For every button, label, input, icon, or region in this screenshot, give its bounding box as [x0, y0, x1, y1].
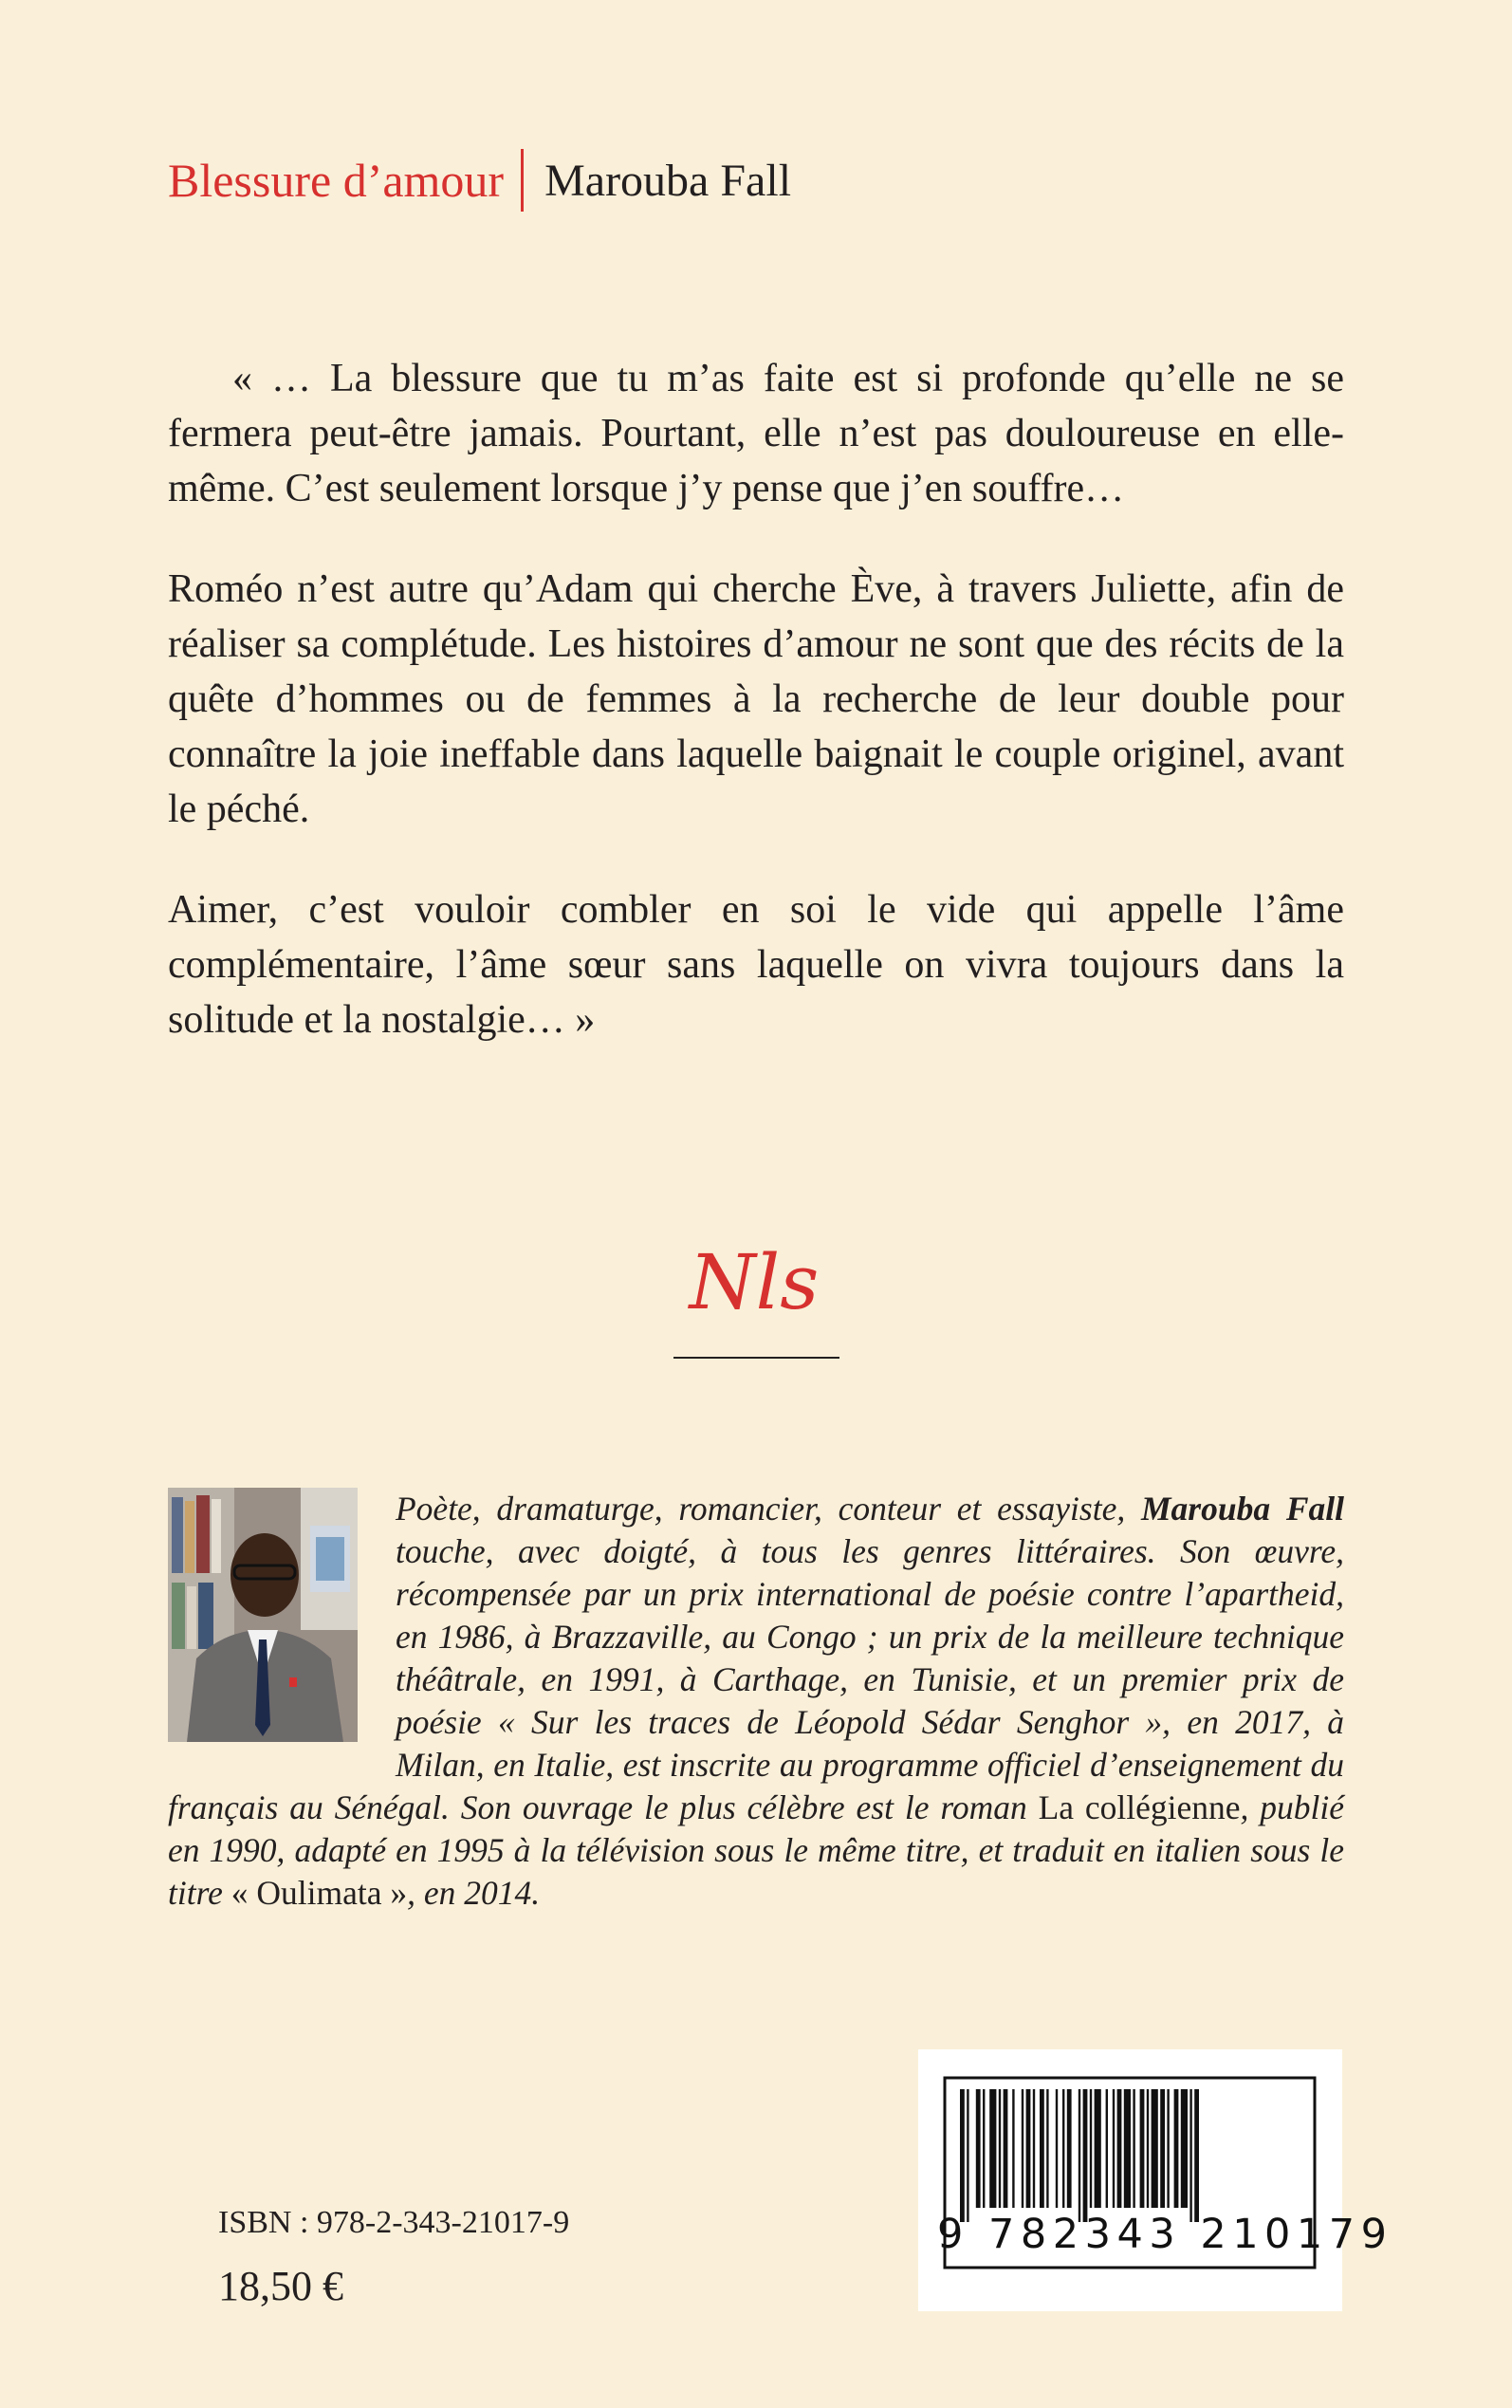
isbn: ISBN : 978-2-343-21017-9	[218, 2205, 570, 2240]
excerpt-paragraph: Aimer, c’est vouloir combler en soi le vide qui appelle l’âme complémentaire, l’âme sœur sans laquelle on vivra toujours dans la solitude et la nostalgie… »	[168, 888, 1344, 1042]
barcode-bar	[1160, 2089, 1165, 2208]
author-name: Marouba Fall	[544, 155, 792, 206]
barcode-bar	[1026, 2089, 1031, 2208]
barcode-bar	[1124, 2089, 1131, 2208]
barcode-bar	[1046, 2089, 1048, 2208]
excerpt-paragraph: Roméo n’est autre qu’Adam qui cherche Ève, à travers Juliette, afin de réaliser sa complétude. Les histoires d’amour ne sont que des récits de la quête d’hommes ou de femmes à la recherche de leur double pour connaître la joie ineffable dans laquelle baignait le couple originel, avant le péché.	[168, 567, 1344, 831]
barcode-bar	[1033, 2089, 1035, 2208]
barcode-bar	[1152, 2089, 1158, 2208]
barcode-bar	[1147, 2089, 1149, 2208]
barcode-bar	[1095, 2089, 1101, 2208]
barcode-bar	[960, 2089, 965, 2222]
barcode-bar	[1004, 2089, 1008, 2208]
barcode-bar	[1181, 2089, 1188, 2208]
barcode-bar	[1083, 2089, 1088, 2222]
price: 18,50 €	[218, 2263, 343, 2309]
barcode-bar	[1167, 2089, 1169, 2208]
bio-book-title: La collégienne	[1038, 1788, 1241, 1826]
barcode-bar	[989, 2089, 996, 2208]
bio-intro: Poète, dramaturge, romancier, conteur et essayiste,	[396, 1490, 1141, 1528]
barcode-bar	[1067, 2089, 1072, 2208]
bio-body: touche, avec doigté, à tous les genres littéraires. Son œuvre, récompensée par un prix international de poésie contre l’apartheid, en 1986, à Brazzaville, au Congo ; un prix de la meilleure technique théâtrale, en 1991, à Carthage, en Tunisie, et un premier prix de poésie « Sur les traces de Léopold Sédar Senghor », en 2017, à Milan, en Italie, est inscrite au programme officiel d’enseignement du français au Sénégal. Son ouvrage le plus célèbre est le roman	[168, 1532, 1344, 1826]
header-divider	[521, 149, 524, 212]
excerpt-paragraph: « … La blessure que tu m’as faite est si profonde qu’elle ne se fermera peut-être jamais. Pourtant, elle n’est pas douloureuse en elle-même. C’est seulement lorsque j’y pense que j’en souffre…	[168, 357, 1344, 510]
author-biography	[168, 1488, 1344, 1915]
barcode-bar	[1022, 2089, 1023, 2208]
barcode	[918, 2049, 1393, 2311]
barcode-bar	[967, 2089, 968, 2222]
barcode-bar	[1194, 2089, 1199, 2222]
barcode-bar	[999, 2089, 1001, 2208]
barcode-bar	[1012, 2089, 1014, 2208]
publisher-logo: Nls	[689, 1238, 820, 1326]
barcode-bar	[1133, 2089, 1134, 2208]
bio-body-continued: , publié en 1990, adapté en 1995 à la télévision sous le même titre, et traduit en italien sous le titre	[168, 1788, 1345, 1912]
barcode-digits: 9 782343 210179	[937, 2211, 1393, 2258]
barcode-bar	[1117, 2089, 1122, 2208]
barcode-bar	[1079, 2089, 1080, 2222]
barcode-bar	[1056, 2089, 1058, 2208]
barcode-bar	[1174, 2089, 1179, 2208]
barcode-bar	[1140, 2089, 1145, 2208]
barcode-bar	[976, 2089, 981, 2208]
barcode-bar	[1113, 2089, 1115, 2208]
cover-header	[168, 142, 791, 218]
back-cover-excerpt	[168, 351, 1344, 1093]
barcode-bar	[1189, 2089, 1191, 2222]
bio-translated-title: « Oulimata »	[230, 1874, 408, 1912]
barcode-bar	[1040, 2089, 1044, 2208]
barcode-bars	[918, 2049, 1393, 2311]
barcode-bar	[1106, 2089, 1108, 2208]
book-title: Blessure d’amour	[168, 154, 505, 207]
barcode-bar	[983, 2089, 985, 2208]
barcode-bar	[1062, 2089, 1064, 2208]
bio-author-name: Marouba Fall	[1140, 1490, 1345, 1528]
logo-underline	[673, 1357, 839, 1359]
bio-end: , en 2014.	[407, 1874, 541, 1912]
barcode-bar	[1090, 2089, 1092, 2208]
